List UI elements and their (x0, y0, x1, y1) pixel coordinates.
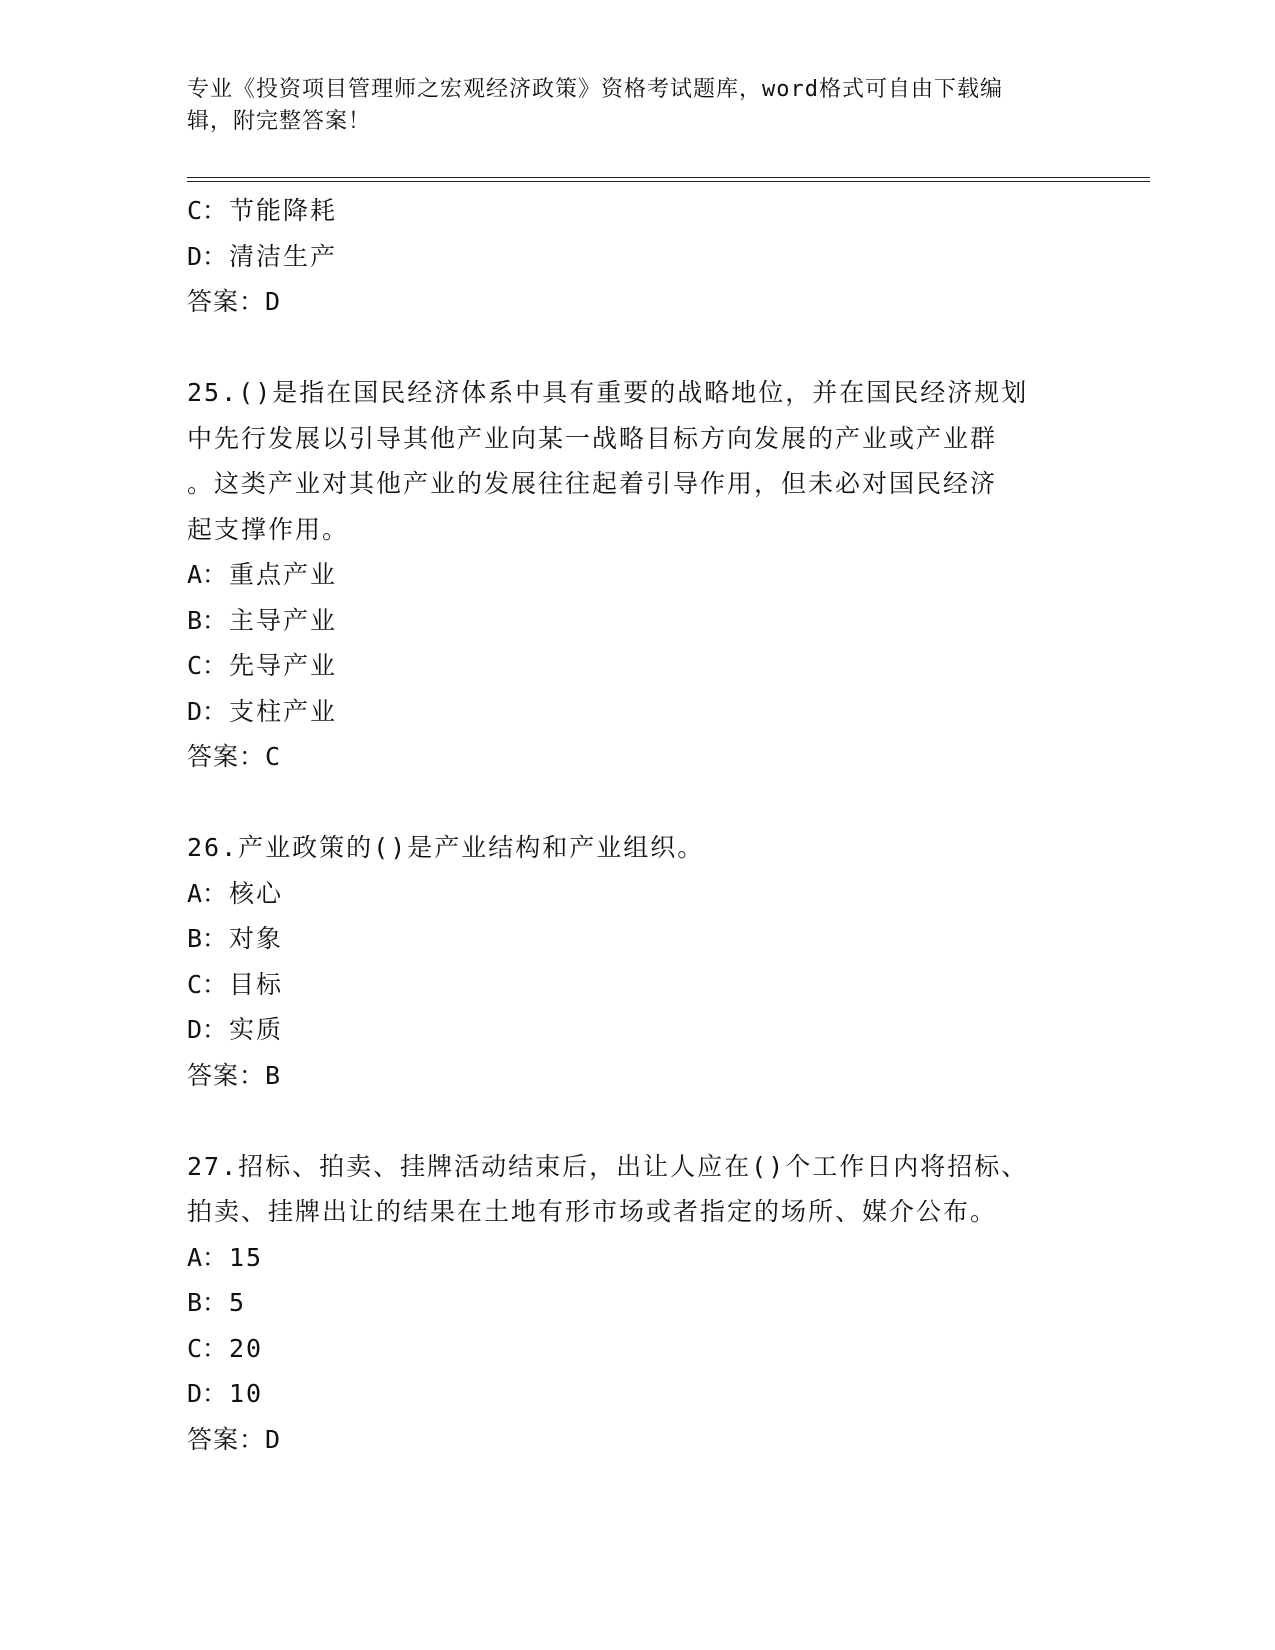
answer-line: 答案：D (187, 1424, 282, 1454)
answer-line: 答案：B (187, 1060, 282, 1090)
option-c: C：先导产业 (187, 651, 338, 680)
question-list (187, 188, 1087, 1462)
option-c: C：20 (187, 1333, 264, 1363)
question-text-line: 拍卖、挂牌出让的结果在土地有形市场或者指定的场所、媒介公布。 (187, 1197, 998, 1226)
question-text-line: 27.招标、拍卖、挂牌活动结束后，出让人应在()个工作日内将招标、 (187, 1151, 1029, 1181)
option-c: C：节能降耗 (187, 196, 338, 225)
header-line-1: 专业《投资项目管理师之宏观经济政策》资格考试题库，word格式可自由下载编 (187, 77, 1003, 102)
option-b: B：对象 (187, 924, 284, 953)
question-text-line: 26.产业政策的()是产业结构和产业组织。 (187, 833, 705, 862)
option-b: B：主导产业 (187, 605, 338, 635)
question-25 (187, 370, 1087, 780)
page-header (187, 74, 1087, 138)
question-text-line: 中先行发展以引导其他产业向某一战略目标方向发展的产业或产业群 (187, 423, 998, 453)
question-26 (187, 825, 1087, 1098)
question-text-line: 。这类产业对其他产业的发展往往起着引导作用，但未必对国民经济 (187, 469, 998, 498)
option-d: D：支柱产业 (187, 696, 338, 726)
header-divider (187, 177, 1150, 182)
previous-question-tail (187, 188, 1087, 325)
option-d: D：实质 (187, 1015, 284, 1044)
option-c: C：目标 (187, 969, 284, 999)
answer-line: 答案：D (187, 287, 282, 316)
option-d: D：10 (187, 1379, 264, 1408)
question-text-line: 起支撑作用。 (187, 514, 350, 544)
answer-line: 答案：C (187, 742, 282, 771)
option-a: A：15 (187, 1242, 264, 1272)
option-d: D：清洁生产 (187, 241, 338, 271)
header-line-2: 辑，附完整答案！ (187, 109, 372, 134)
question-27 (187, 1144, 1087, 1463)
question-text-line: 25.()是指在国民经济体系中具有重要的战略地位，并在国民经济规划 (187, 378, 1029, 407)
option-a: A：重点产业 (187, 560, 338, 589)
option-b: B：5 (187, 1288, 247, 1317)
option-a: A：核心 (187, 878, 284, 908)
